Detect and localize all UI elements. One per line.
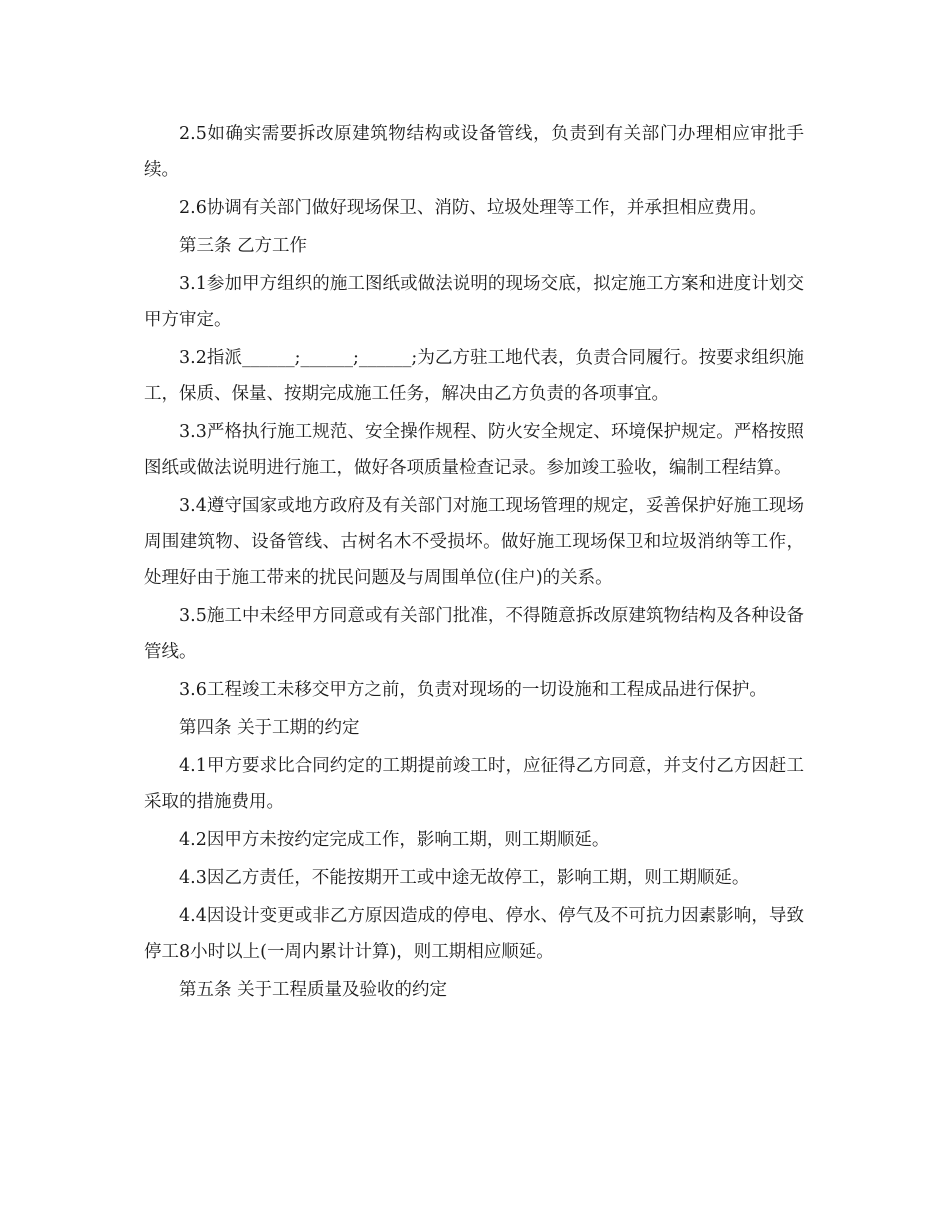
clause-2-5: 2.5如确实需要拆改原建筑物结构或设备管线，负责到有关部门办理相应审批手续。 — [144, 124, 804, 180]
clause-3-5: 3.5施工中未经甲方同意或有关部门批准，不得随意拆改原建筑物结构及各种设备管线。 — [144, 606, 804, 662]
clause-4-3: 4.3因乙方责任，不能按期开工或中途无故停工，影响工期，则工期顺延。 — [179, 868, 750, 888]
clause-3-1: 3.1参加甲方组织的施工图纸或做法说明的现场交底，拟定施工方案和进度计划交甲方审定。 — [144, 274, 804, 330]
article-3-heading: 第三条 乙方工作 — [179, 236, 308, 256]
clause-3-2: 3.2指派______;______;______;为乙方驻工地代表，负责合同履行。按要求组织施工，保质、保量、按期完成施工任务，解决由乙方负责的各项事宜。 — [144, 348, 804, 404]
clause-3-3: 3.3严格执行施工规范、安全操作规程、防火安全规定、环境保护规定。严格按照图纸或做法说明进行施工，做好各项质量检查记录。参加竣工验收，编制工程结算。 — [144, 422, 804, 478]
clause-4-1: 4.1甲方要求比合同约定的工期提前竣工时，应征得乙方同意，并支付乙方因赶工采取的措施费用。 — [144, 756, 804, 812]
clause-4-2: 4.2因甲方未按约定完成工作，影响工期，则工期顺延。 — [179, 830, 610, 850]
clause-2-6: 2.6协调有关部门做好现场保卫、消防、垃圾处理等工作，并承担相应费用。 — [179, 198, 767, 218]
clause-3-6: 3.6工程竣工未移交甲方之前，负责对现场的一切设施和工程成品进行保护。 — [179, 680, 767, 700]
clause-4-4: 4.4因设计变更或非乙方原因造成的停电、停水、停气及不可抗力因素影响，导致停工8小时以上(一周内累计计算)，则工期相应顺延。 — [144, 906, 804, 962]
article-5-heading: 第五条 关于工程质量及验收的约定 — [179, 980, 448, 1000]
clause-3-4: 3.4遵守国家或地方政府及有关部门对施工现场管理的规定，妥善保护好施工现场周围建筑物、设备管线、古树名木不受损坏。做好施工现场保卫和垃圾消纳等工作，处理好由于施工带来的扰民问题及与周围单位(住户)的关系。 — [144, 496, 804, 588]
document-body — [144, 116, 804, 1010]
article-4-heading: 第四条 关于工期的约定 — [179, 718, 360, 738]
